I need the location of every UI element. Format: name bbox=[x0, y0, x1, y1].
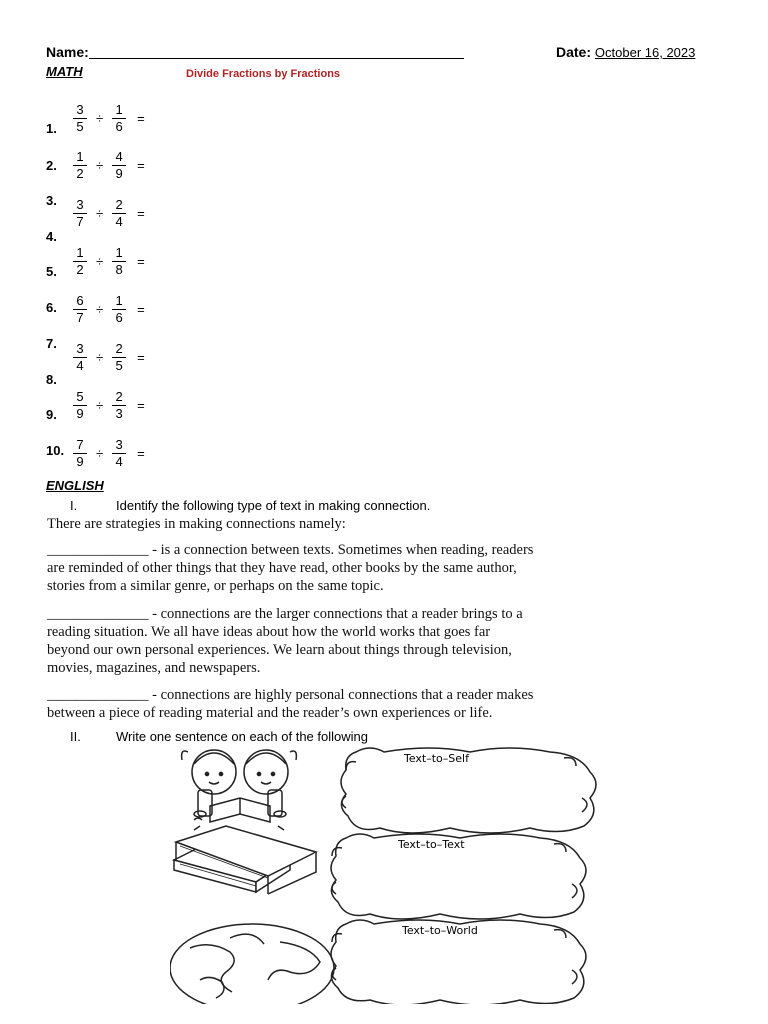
problem-number-5: 5. bbox=[46, 264, 57, 279]
numerator: 1 bbox=[115, 245, 123, 260]
connection-worksheet-illustration bbox=[170, 742, 610, 1004]
definition-text: - connections are highly personal connections that a reader makes bbox=[148, 687, 534, 703]
fraction-problem bbox=[72, 294, 145, 325]
definition-text: - connections are the larger connections that a reader brings to a bbox=[148, 606, 523, 622]
denominator: 9 bbox=[115, 166, 123, 181]
divide-sign: ÷ bbox=[96, 302, 104, 317]
definition-text: are reminded of other things that they have read, other books by the same author, bbox=[47, 560, 517, 576]
problem-number-10: 10. bbox=[46, 443, 65, 458]
denominator: 4 bbox=[115, 454, 123, 469]
denominator: 8 bbox=[115, 262, 123, 277]
fraction bbox=[72, 198, 88, 229]
name-field[interactable] bbox=[89, 44, 464, 59]
numerator: 2 bbox=[115, 389, 123, 404]
definition-text: beyond our own personal experiences. We learn about things through television, bbox=[47, 642, 512, 658]
problem-number-3: 3. bbox=[46, 193, 57, 208]
problem-number-6: 6. bbox=[46, 300, 57, 315]
divide-sign: ÷ bbox=[96, 446, 104, 461]
definition-3 bbox=[47, 686, 637, 722]
part2-numeral: II. bbox=[70, 729, 81, 744]
fraction bbox=[111, 198, 127, 229]
part1-numeral: I. bbox=[70, 498, 78, 513]
fraction bbox=[111, 438, 127, 469]
fraction bbox=[111, 150, 127, 181]
problem-number-4: 4. bbox=[46, 229, 57, 244]
definition-1 bbox=[47, 541, 637, 595]
text-to-world-label: Text–to–World bbox=[402, 924, 478, 937]
fraction bbox=[111, 103, 127, 134]
problem-number-2: 2. bbox=[46, 158, 57, 173]
text-to-self-label: Text–to–Self bbox=[404, 752, 469, 765]
divide-sign: ÷ bbox=[96, 254, 104, 269]
definition-text: stories from a similar genre, or perhaps on the same topic. bbox=[47, 578, 384, 594]
intro-text: There are strategies in making connections namely: bbox=[47, 516, 346, 532]
date-line bbox=[556, 44, 695, 60]
equals-sign: = bbox=[137, 206, 145, 221]
problem-number-8: 8. bbox=[46, 372, 57, 387]
divide-sign: ÷ bbox=[96, 206, 104, 221]
math-subtitle: Divide Fractions by Fractions bbox=[186, 68, 341, 80]
denominator: 4 bbox=[115, 214, 123, 229]
problem-number-9: 9. bbox=[46, 407, 57, 422]
numerator: 1 bbox=[76, 149, 84, 164]
numerator: 4 bbox=[115, 149, 123, 164]
numerator: 2 bbox=[115, 341, 123, 356]
fraction bbox=[72, 246, 88, 277]
fraction bbox=[111, 390, 127, 421]
fraction bbox=[111, 294, 127, 325]
denominator: 5 bbox=[76, 119, 84, 134]
definition-2 bbox=[47, 605, 637, 677]
date-value: October 16, 2023 bbox=[594, 45, 696, 60]
denominator: 6 bbox=[115, 310, 123, 325]
denominator: 4 bbox=[76, 358, 84, 373]
numerator: 3 bbox=[115, 437, 123, 452]
book-icon bbox=[174, 826, 316, 928]
fraction-problem bbox=[72, 438, 145, 469]
fraction-problem bbox=[72, 198, 145, 229]
part1-instruction: Identify the following type of text in making connection. bbox=[116, 498, 431, 513]
numerator: 1 bbox=[115, 102, 123, 117]
denominator: 7 bbox=[76, 310, 84, 325]
numerator: 3 bbox=[76, 341, 84, 356]
problem-number-1: 1. bbox=[46, 121, 57, 136]
numerator: 6 bbox=[76, 293, 84, 308]
equals-sign: = bbox=[137, 398, 145, 413]
denominator: 5 bbox=[115, 358, 123, 373]
fraction bbox=[72, 294, 88, 325]
denominator: 6 bbox=[115, 119, 123, 134]
divide-sign: ÷ bbox=[96, 111, 104, 126]
numerator: 1 bbox=[76, 245, 84, 260]
answer-blank[interactable]: ______________ bbox=[47, 606, 149, 622]
denominator: 2 bbox=[76, 262, 84, 277]
equals-sign: = bbox=[137, 158, 145, 173]
divide-sign: ÷ bbox=[96, 158, 104, 173]
english-section-title: ENGLISH bbox=[46, 478, 104, 493]
equals-sign: = bbox=[137, 302, 145, 317]
divide-sign: ÷ bbox=[96, 398, 104, 413]
part2-instruction: Write one sentence on each of the following bbox=[116, 729, 368, 744]
definition-text: between a piece of reading material and the reader’s own experiences or life. bbox=[47, 705, 493, 721]
equals-sign: = bbox=[137, 446, 145, 461]
answer-blank[interactable]: ______________ bbox=[47, 687, 149, 703]
date-label: Date: bbox=[556, 44, 592, 60]
fraction bbox=[72, 390, 88, 421]
denominator: 3 bbox=[115, 406, 123, 421]
text-to-text-label: Text–to–Text bbox=[398, 838, 465, 851]
definition-text: movies, magazines, and newspapers. bbox=[47, 660, 261, 676]
fraction-problem bbox=[72, 150, 145, 181]
numerator: 2 bbox=[115, 197, 123, 212]
divide-sign: ÷ bbox=[96, 350, 104, 365]
fraction bbox=[111, 246, 127, 277]
fraction-problem bbox=[72, 103, 145, 134]
answer-blank[interactable]: ______________ bbox=[47, 542, 149, 558]
fraction-problem bbox=[72, 246, 145, 277]
denominator: 9 bbox=[76, 454, 84, 469]
denominator: 7 bbox=[76, 214, 84, 229]
equals-sign: = bbox=[137, 350, 145, 365]
denominator: 9 bbox=[76, 406, 84, 421]
fraction bbox=[72, 342, 88, 373]
numerator: 1 bbox=[115, 293, 123, 308]
fraction bbox=[72, 103, 88, 134]
fraction-problem bbox=[72, 342, 145, 373]
fraction bbox=[72, 150, 88, 181]
numerator: 3 bbox=[76, 197, 84, 212]
definition-text: - is a connection between texts. Sometimes when reading, readers bbox=[148, 542, 534, 558]
kids-reading-icon bbox=[182, 750, 297, 830]
equals-sign: = bbox=[137, 111, 145, 126]
numerator: 3 bbox=[76, 102, 84, 117]
numerator: 5 bbox=[76, 389, 84, 404]
fraction bbox=[72, 438, 88, 469]
problem-number-7: 7. bbox=[46, 336, 57, 351]
numerator: 7 bbox=[76, 437, 84, 452]
fraction bbox=[111, 342, 127, 373]
name-label: Name: bbox=[46, 44, 89, 60]
math-section-title: MATH bbox=[46, 64, 83, 79]
globe-icon bbox=[170, 924, 334, 1004]
equals-sign: = bbox=[137, 254, 145, 269]
denominator: 2 bbox=[76, 166, 84, 181]
fraction-problem bbox=[72, 390, 145, 421]
definition-text: reading situation. We all have ideas about how the world works that goes far bbox=[47, 624, 491, 640]
